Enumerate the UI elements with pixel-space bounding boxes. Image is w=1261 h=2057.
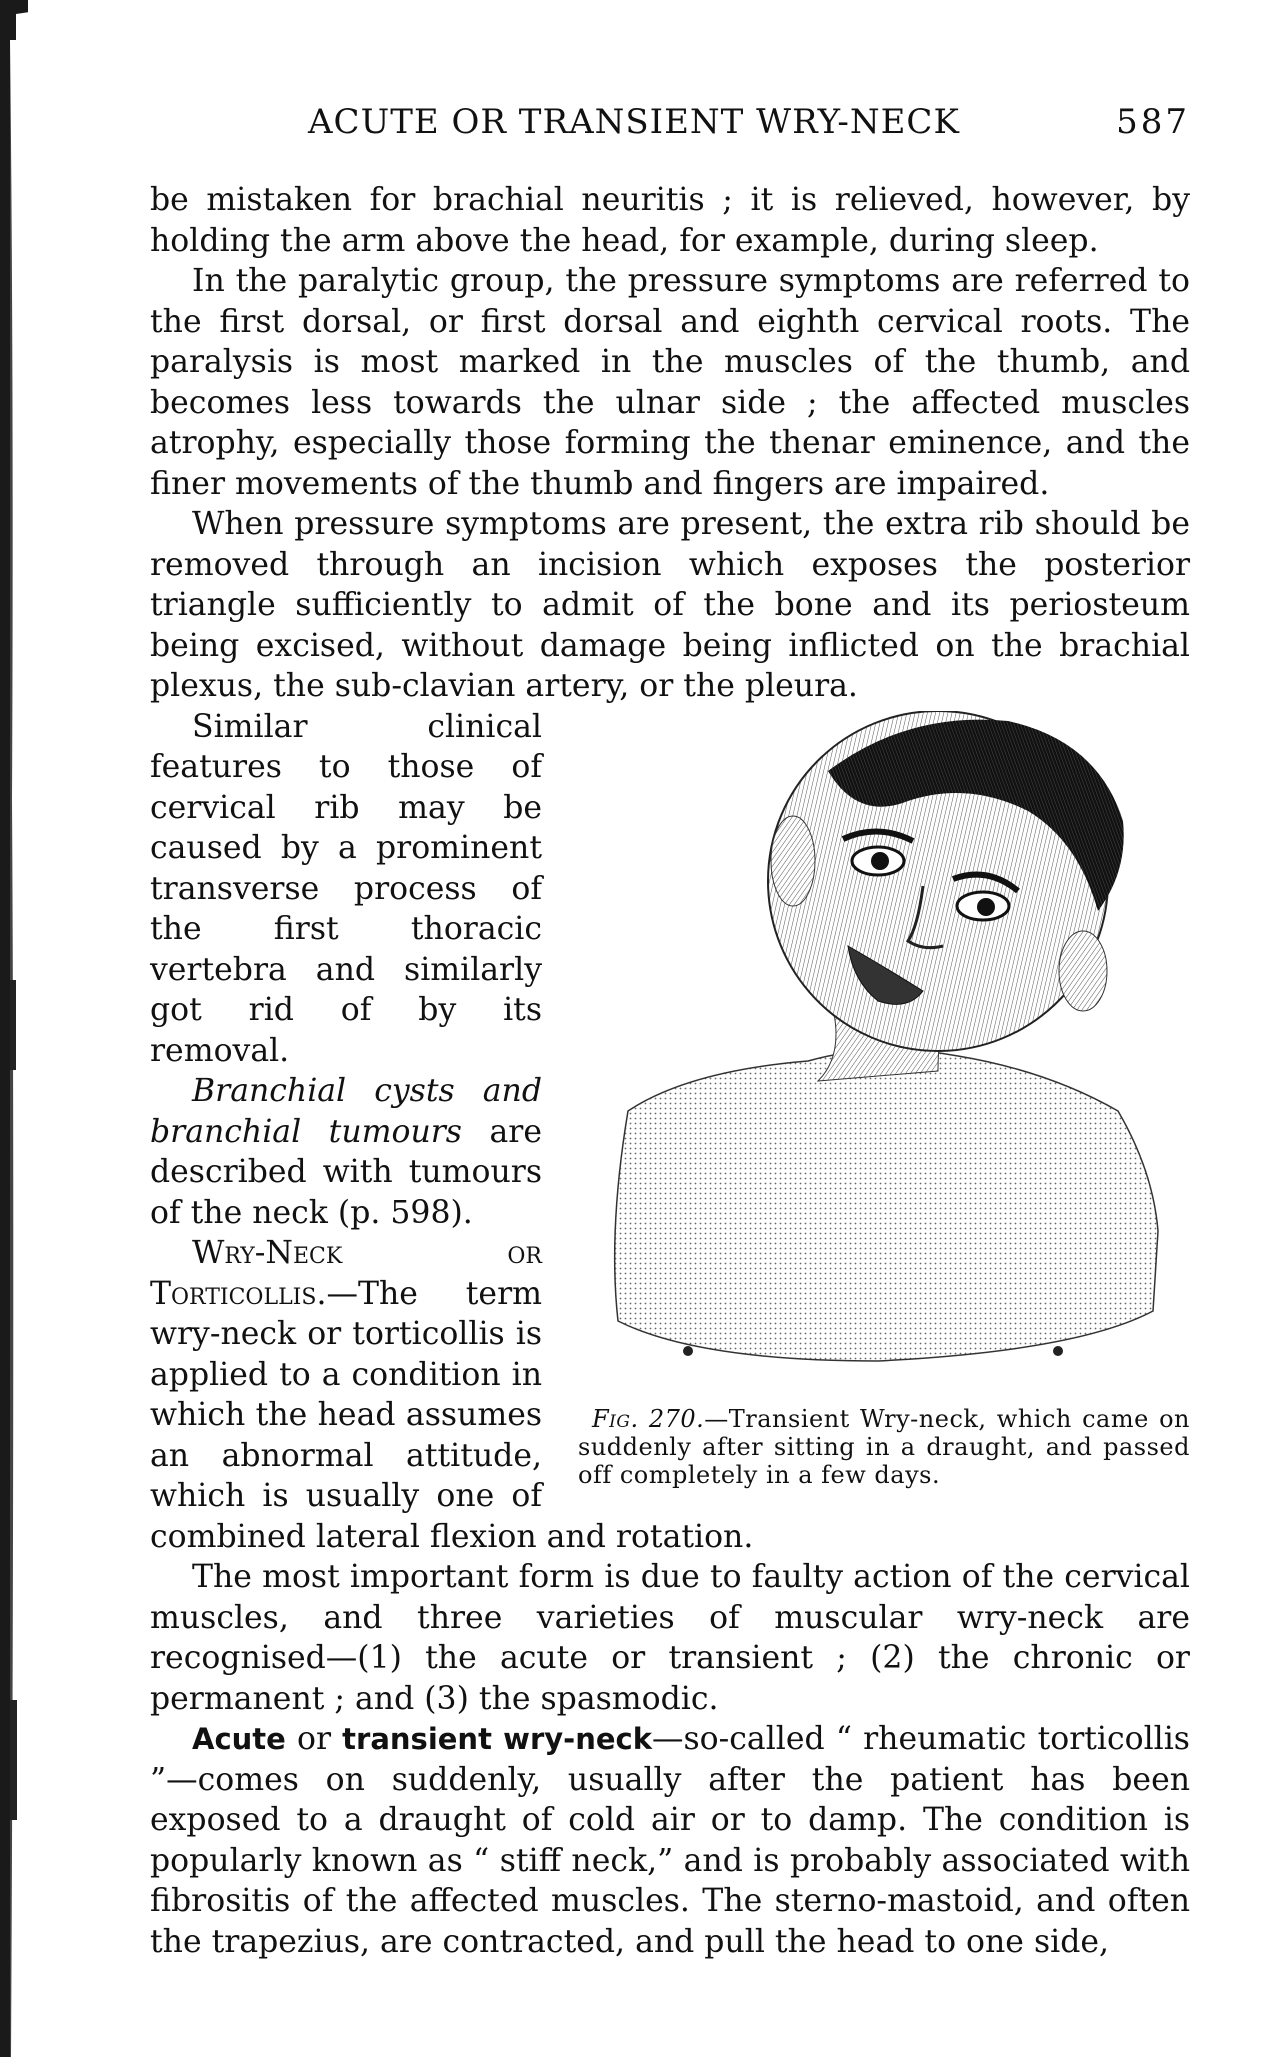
- paragraph-4: Similar clinical features to those of cervical rib may be caused by a prominent transverse process of the first thoracic vertebra and similarly got rid of by its removal.: [150, 708, 542, 1069]
- paragraph-8-text: —so-called “ rheumatic torticollis ”—comes on suddenly, usually after the patient has been exposed to a draught of cold air or to damp. The condition is popularly known as “ stiff neck,” and is probably associated with fibrositis of the affected muscles. The sterno-mastoid, and often the trapezius, are contracted, and pull the head to one side,: [150, 1721, 1190, 1960]
- document-page: [150, 96, 1190, 1962]
- paragraph-8: [150, 1719, 1190, 1962]
- figure-illustration: [578, 711, 1178, 1401]
- figure-caption: [578, 1405, 1190, 1489]
- running-title: ACUTE OR TRANSIENT WRY-NECK: [308, 102, 960, 142]
- page-number: 587: [1116, 102, 1190, 142]
- branchial-term: Branchial cysts and branchial tumours: [150, 1073, 542, 1150]
- page-binding-edge: [0, 0, 28, 2057]
- torso-shape: [615, 1049, 1158, 1360]
- paragraph-3: When pressure symptoms are present, the extra rib should be removed through an incision which exposes the posterior triangle sufficiently to admit of the bone and its periosteum being excised, without damage being inflicted on the brachial plexus, the sub-clavian artery, or the pleura.: [150, 506, 1190, 704]
- paragraph-7: The most important form is due to faulty action of the cervical muscles, and three varieties of muscular wry-neck are recognised—(1) the acute or transient ; (2) the chronic or permanent ; and (3) the spasmodic.: [150, 1559, 1190, 1717]
- paragraph-8-or: or: [285, 1721, 343, 1757]
- figure-caption-text: —Transient Wry-neck, which came on suddenly after sitting in a draught, and passed off completely in a few days.: [578, 1404, 1190, 1489]
- paragraph-6-text: —The term wry-neck or torticollis is applied to a condition in which the head assumes an abnormal attitude, which is usually one of combined lateral flexion and rotation.: [150, 1275, 754, 1555]
- paragraph-1: be mistaken for brachial neuritis ; it is relieved, however, by holding the arm above the head, for example, during sleep.: [150, 182, 1190, 259]
- term-transient-wry-neck: transient wry-neck: [342, 1722, 653, 1756]
- paragraph-5-text: are described with tumours of the neck (p. 598).: [150, 1113, 543, 1231]
- section-heading-wry-neck: Wry-Neck or Torticollis.: [150, 1235, 542, 1312]
- figure-number: Fig. 270.: [592, 1404, 705, 1433]
- term-acute: Acute: [192, 1722, 286, 1756]
- running-header: [150, 96, 1190, 156]
- paragraph-2: In the paralytic group, the pressure symptoms are referred to the first dorsal, or first dorsal and eighth cervical roots. The paralysis is most marked in the muscles of the thumb, and becomes less towards the ulnar side ; the affected muscles atrophy, especially those forming the thenar eminence, and the finer movements of the thumb and fingers are impaired.: [150, 263, 1190, 502]
- figure-270: [570, 711, 1190, 1489]
